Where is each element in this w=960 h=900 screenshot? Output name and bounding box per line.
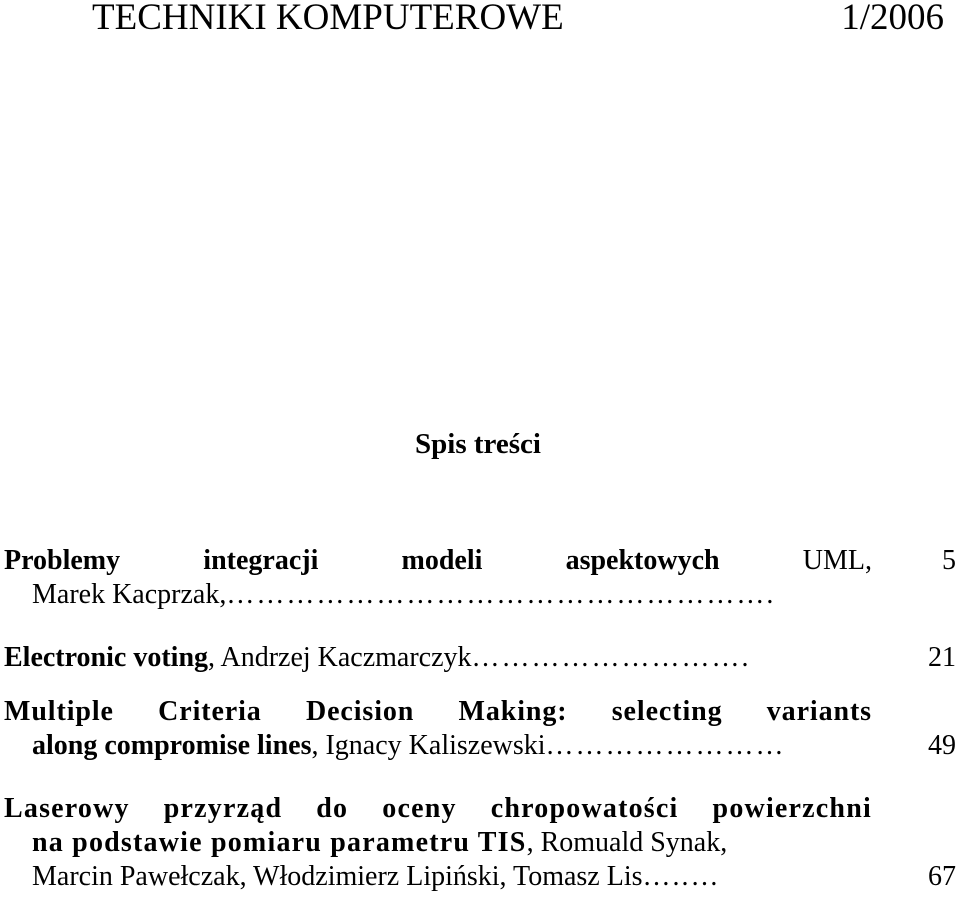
toc-entry-text [4, 695, 872, 763]
dot-leader: ………………………. [471, 642, 751, 673]
toc-entry-author: Ignacy Kaliszewski [318, 730, 546, 761]
toc-entry-4[interactable] [4, 792, 956, 898]
toc-entry-text [4, 641, 872, 675]
dot-leader: …………………… [545, 730, 786, 761]
toc-page-number: 21 [928, 642, 956, 673]
dot-leader: ………………………………………………. [226, 579, 776, 610]
toc-entry-title: Problemy integracji modeli aspektowych UML, [4, 545, 872, 576]
issue-number: 1/2006 [841, 0, 944, 38]
toc-page-number: 49 [928, 730, 956, 761]
toc-entry-2[interactable] [4, 641, 956, 677]
toc-heading [0, 424, 960, 464]
toc-entry-title: Multiple Criteria Decision Making: selecting variants [4, 696, 872, 727]
toc-entry-author: Romuald Synak, [533, 827, 728, 858]
toc-entry-title: Laserowy przyrząd do oceny chropowatości powierzchni [4, 793, 872, 824]
toc-page-number: 67 [928, 861, 956, 892]
toc-entry-author: Marek Kacprzak,………………………………………………. [32, 579, 776, 610]
toc-entry-3[interactable] [4, 695, 956, 767]
toc-entry-title-continued: na podstawie pomiaru parametru TIS, Romuald Synak, [32, 827, 728, 858]
toc-entry-author: Andrzej Kaczmarczyk [215, 642, 472, 673]
toc-entry-1[interactable] [4, 544, 956, 616]
dot-leader: …..… [642, 861, 721, 892]
journal-header [0, 0, 960, 42]
journal-title: TECHNIKI KOMPUTEROWE [92, 0, 564, 38]
toc-page-number: 5 [942, 545, 956, 576]
toc-entry-text [4, 792, 872, 894]
toc-entry-title-continued: along compromise lines, Ignacy Kaliszewski…………………… [32, 730, 786, 761]
toc-entry-text [4, 544, 872, 612]
toc-title: Spis treści [415, 428, 541, 460]
toc-entry-title: Electronic voting, Andrzej Kaczmarczyk………………………. [4, 642, 751, 673]
toc-entry-authors-continued: Marcin Pawełczak, Włodzimierz Lipiński, Tomasz Lis…..… [32, 861, 721, 892]
